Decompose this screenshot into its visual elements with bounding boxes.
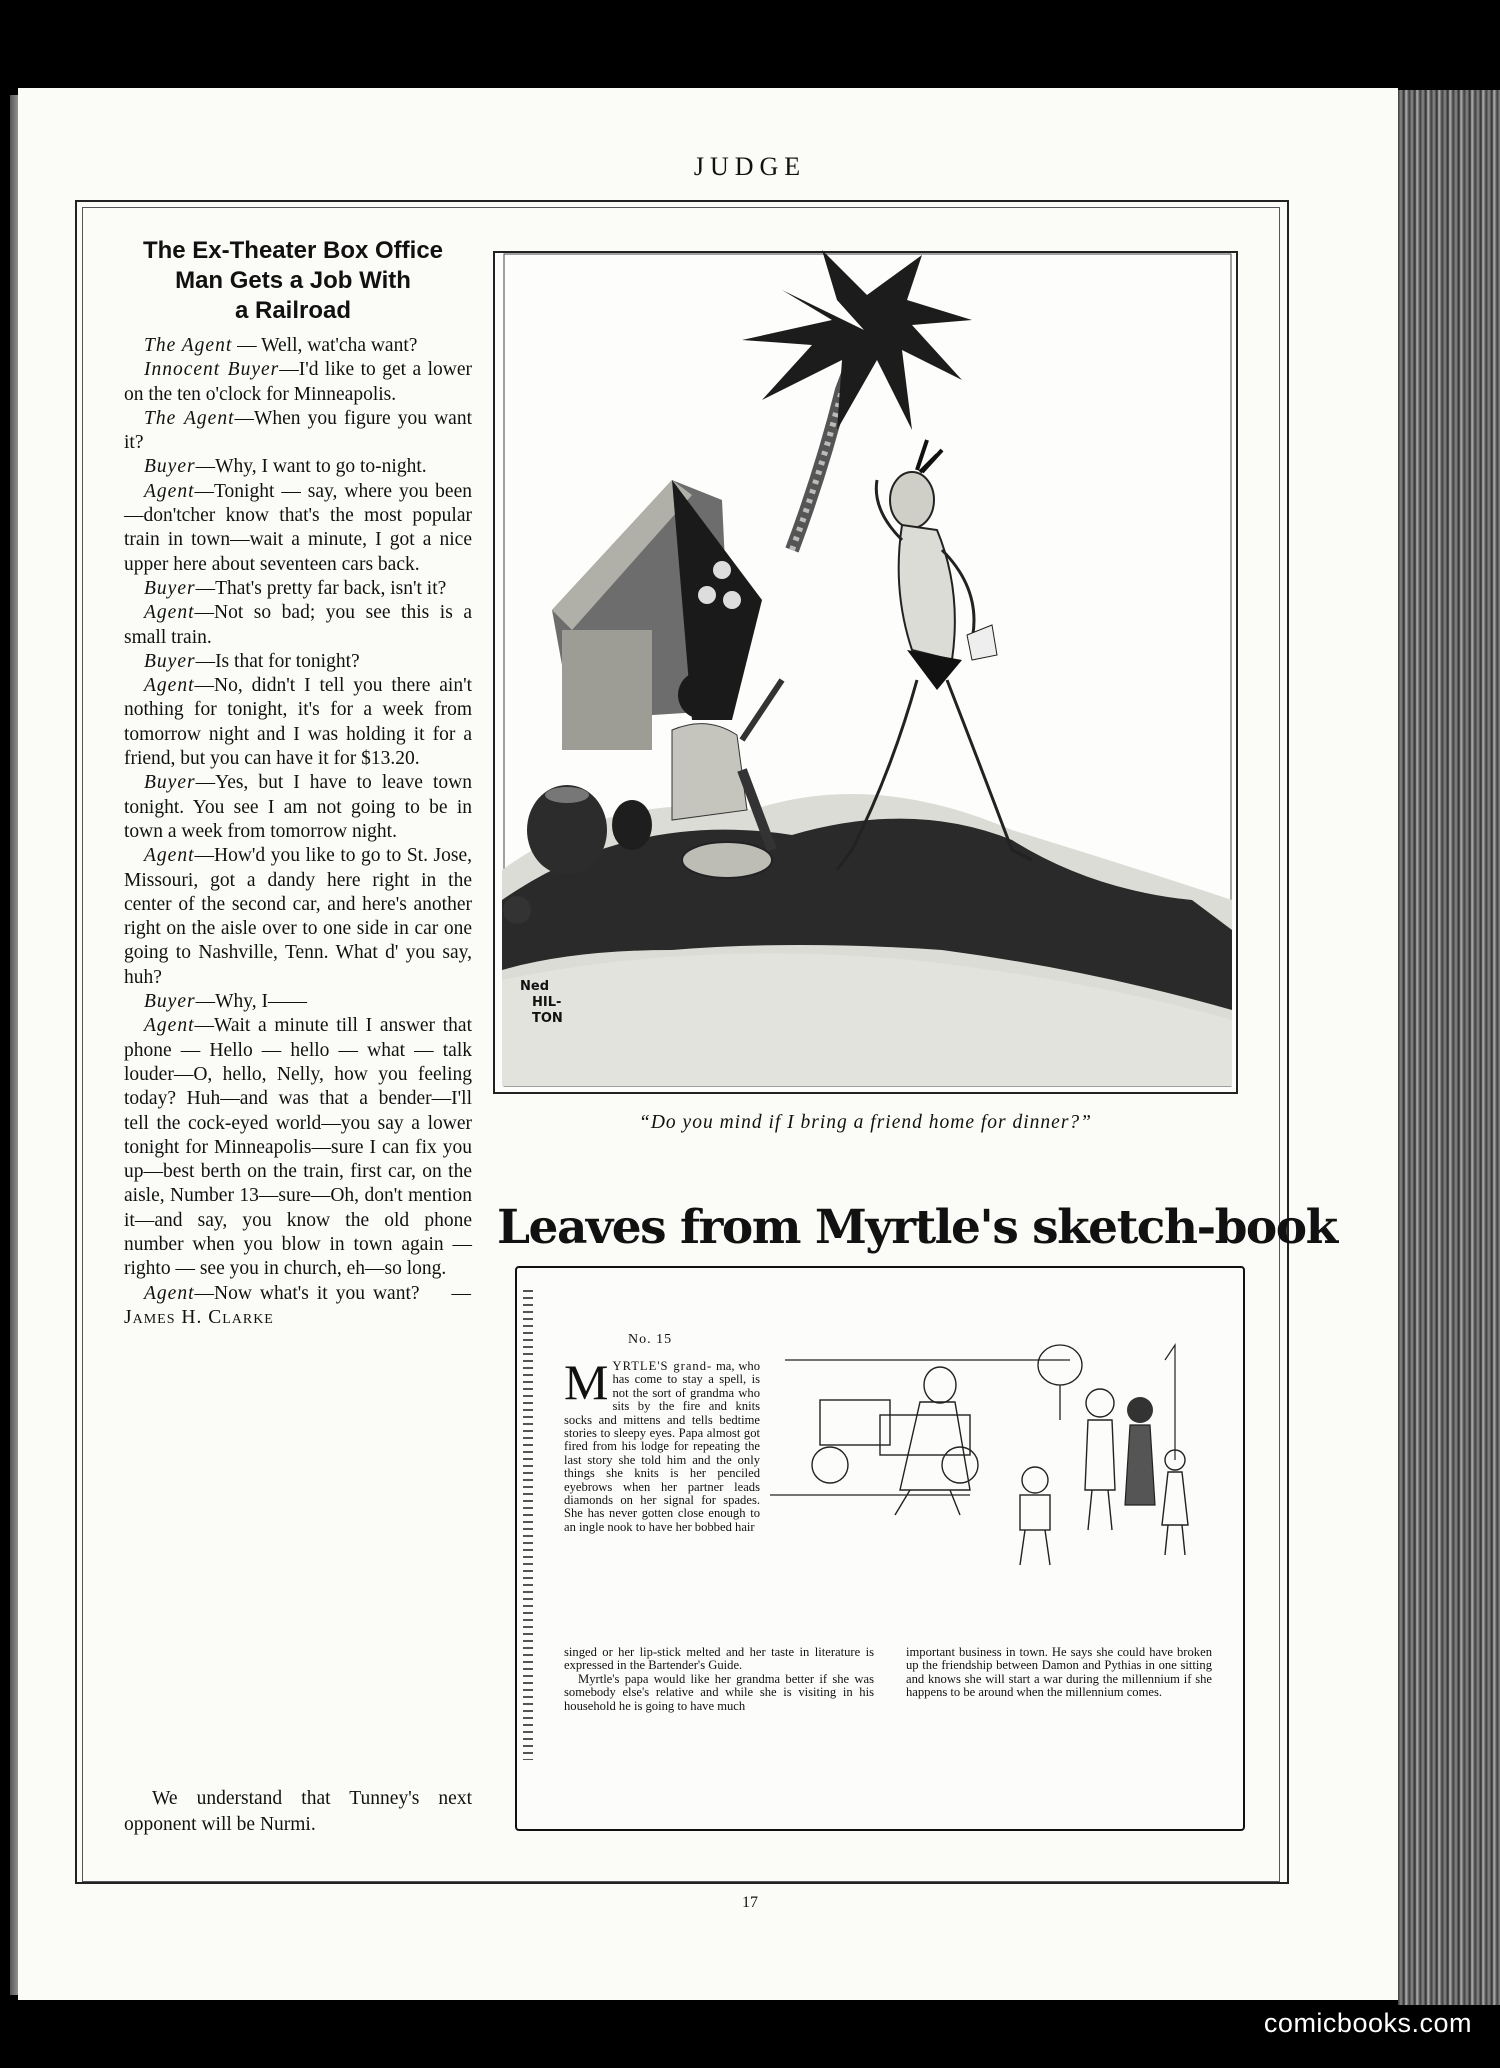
sketchbook-text-wide bbox=[564, 1646, 874, 1713]
story-exchange bbox=[124, 358, 472, 407]
speaker: Innocent Buyer bbox=[144, 359, 280, 381]
sketchbook-paragraph: ma, who has come to stay a spell, is not the sort of grandma who sits by the fire and knits socks and mittens and tells bedtime stories to sleepy eyes. Papa almost got fired from his lodge for repeating the last story she told him and the only things she knits is her penciled eyebrows when her partner leads diamonds on her signal for spades. She has never gotten close enough to an ingle nook to have her bobbed hair bbox=[564, 1359, 761, 1534]
artist-signature: HIL- bbox=[532, 995, 562, 1010]
story-title-line: Man Gets a Job With bbox=[175, 267, 411, 294]
story-exchange bbox=[124, 334, 472, 358]
cook-body bbox=[672, 724, 747, 820]
speaker: Agent bbox=[144, 480, 195, 502]
artist-signature: TON bbox=[532, 1011, 563, 1026]
speaker: Agent bbox=[144, 1015, 195, 1037]
hut-wall bbox=[562, 630, 652, 750]
page-edges bbox=[1398, 90, 1500, 2005]
filler-joke bbox=[124, 1786, 472, 1838]
ground-skull bbox=[503, 896, 531, 924]
filler-text: We understand that Tunney's next opponent will be Nurmi. bbox=[124, 1788, 472, 1835]
skull-decoration bbox=[698, 586, 716, 604]
speaker: Buyer bbox=[144, 991, 196, 1013]
line-text: —Not so bad; you see this is a small train. bbox=[124, 602, 472, 648]
story-exchange bbox=[124, 455, 472, 479]
sketch-mother bbox=[1127, 1397, 1153, 1423]
sketch-papa bbox=[1086, 1389, 1114, 1417]
line-text: —Yes, but I have to leave town tonight. You see I am not going to be in town a week from tomorrow night. bbox=[124, 772, 472, 842]
line-text: —When you figure you want it? bbox=[124, 407, 472, 454]
line-text: —I'd like to get a lower on the ten o'clock for Minneapolis. bbox=[124, 359, 472, 405]
cartoon-illustration bbox=[492, 250, 1239, 1095]
story-exchange bbox=[124, 1014, 472, 1281]
story-exchange bbox=[124, 990, 472, 1014]
sketchbook-paragraph: Myrtle's papa would like her grandma better if she was somebody else's relative and while she is visiting in his household he is going to have much bbox=[564, 1671, 874, 1713]
cook-head bbox=[678, 671, 726, 719]
story-exchange bbox=[124, 771, 472, 844]
line-text: — Well, wat'cha want? bbox=[232, 335, 418, 356]
line-text: —Why, I want to go to-night. bbox=[195, 456, 427, 478]
sketchbook-text-continued: important business in town. He says she could have broken up the friendship between Damon and Pythias in one sitting and knows she will start a war during the millennium if she happens to be around when the millennium comes. bbox=[906, 1645, 1212, 1700]
story-exchange bbox=[124, 601, 472, 650]
story-exchange bbox=[124, 674, 472, 771]
story-title-line: a Railroad bbox=[234, 297, 352, 324]
line-text: —Wait a minute till I answer that phone — Hello — hello — what — talk louder—O, hello, Nelly, how you feeling today? Huh—and was that a bender—I'll tell the cock-eyed world—you say a lower tonight for Minneapolis—sure I can fix you up—best berth on the train, first car, on the aisle, Number 13—sure—Oh, don't mention it—and say, you know the old phone number when you blow in town again — righto — see you in church, eh—so long. bbox=[124, 1015, 472, 1280]
artist-signature: Ned bbox=[520, 979, 550, 994]
sketch-boy bbox=[1022, 1467, 1048, 1493]
story-exchange bbox=[124, 407, 472, 456]
line-text: —Is that for tonight? bbox=[195, 650, 360, 672]
speaker: Agent bbox=[144, 845, 195, 867]
cooking-bowl bbox=[682, 842, 772, 878]
speaker: Buyer bbox=[144, 772, 196, 794]
sketch-grandma bbox=[924, 1367, 956, 1403]
line-text: —No, didn't I tell you there ain't nothing for tonight, it's for a week from tomorrow night and I was holding it for a friend, but you can have it for $13.20. bbox=[124, 675, 472, 770]
sketchbook-first-line: YRTLE'S grand- bbox=[612, 1359, 713, 1373]
speaker: Buyer bbox=[144, 650, 196, 672]
sketchbook-paragraph-end: singed or her lip-stick melted and her taste in literature is expressed in the Bartender's Guide. bbox=[564, 1645, 874, 1673]
story-exchange bbox=[124, 1282, 472, 1331]
cartoon-caption: “Do you mind if I bring a friend home for dinner?” bbox=[639, 1112, 1092, 1133]
sketch-tree bbox=[1038, 1345, 1082, 1385]
skull-decoration bbox=[713, 561, 731, 579]
speaker: Buyer bbox=[144, 456, 196, 478]
clay-pot-small bbox=[612, 800, 652, 850]
line-text: —Tonight — say, where you been—don'tcher know that's the most popular train in town—wait a minute, I got a nice upper here about seventeen cars back. bbox=[124, 480, 472, 575]
speaker: The Agent bbox=[144, 335, 233, 356]
story-title-line: The Ex-Theater Box Office bbox=[142, 237, 444, 264]
sketchbook-heading: Leaves from Myrtle's sketch-book bbox=[497, 1200, 1337, 1255]
speaker: Agent bbox=[144, 602, 195, 624]
running-head: JUDGE bbox=[693, 152, 807, 181]
line-text: —Why, I—— bbox=[195, 991, 307, 1013]
page-number: 17 bbox=[742, 1894, 758, 1911]
sketchbook-spiral-binding bbox=[523, 1290, 533, 1760]
issue-number: No. 15 bbox=[628, 1332, 673, 1347]
sketchbook-text-column bbox=[564, 1354, 761, 1534]
story-title bbox=[118, 236, 468, 326]
speaker: The Agent bbox=[144, 407, 235, 429]
line-text: —Now what's it you want? bbox=[194, 1282, 420, 1304]
speaker: Buyer bbox=[144, 577, 196, 599]
drop-cap: M bbox=[564, 1354, 609, 1410]
sketch-drawing bbox=[770, 1340, 1210, 1610]
watermark: comicbooks.com bbox=[1263, 2008, 1472, 2038]
story-body bbox=[124, 334, 472, 1330]
story-exchange bbox=[124, 480, 472, 577]
story-exchange bbox=[124, 844, 472, 990]
visitor-head bbox=[890, 472, 934, 528]
story-exchange bbox=[124, 650, 472, 674]
speaker: Agent bbox=[144, 1282, 195, 1304]
speaker: Agent bbox=[144, 675, 195, 697]
line-text: —How'd you like to go to St. Jose, Missouri, got a dandy here right in the center of the second car, and here's another right on the aisle over to one side in car one going to Nashville, Tenn. What d' you say, huh? bbox=[124, 845, 472, 988]
skull-decoration bbox=[723, 591, 741, 609]
byline: —James H. Clarke bbox=[124, 1282, 472, 1328]
story-exchange bbox=[124, 577, 472, 601]
line-text: —That's pretty far back, isn't it? bbox=[195, 577, 447, 599]
